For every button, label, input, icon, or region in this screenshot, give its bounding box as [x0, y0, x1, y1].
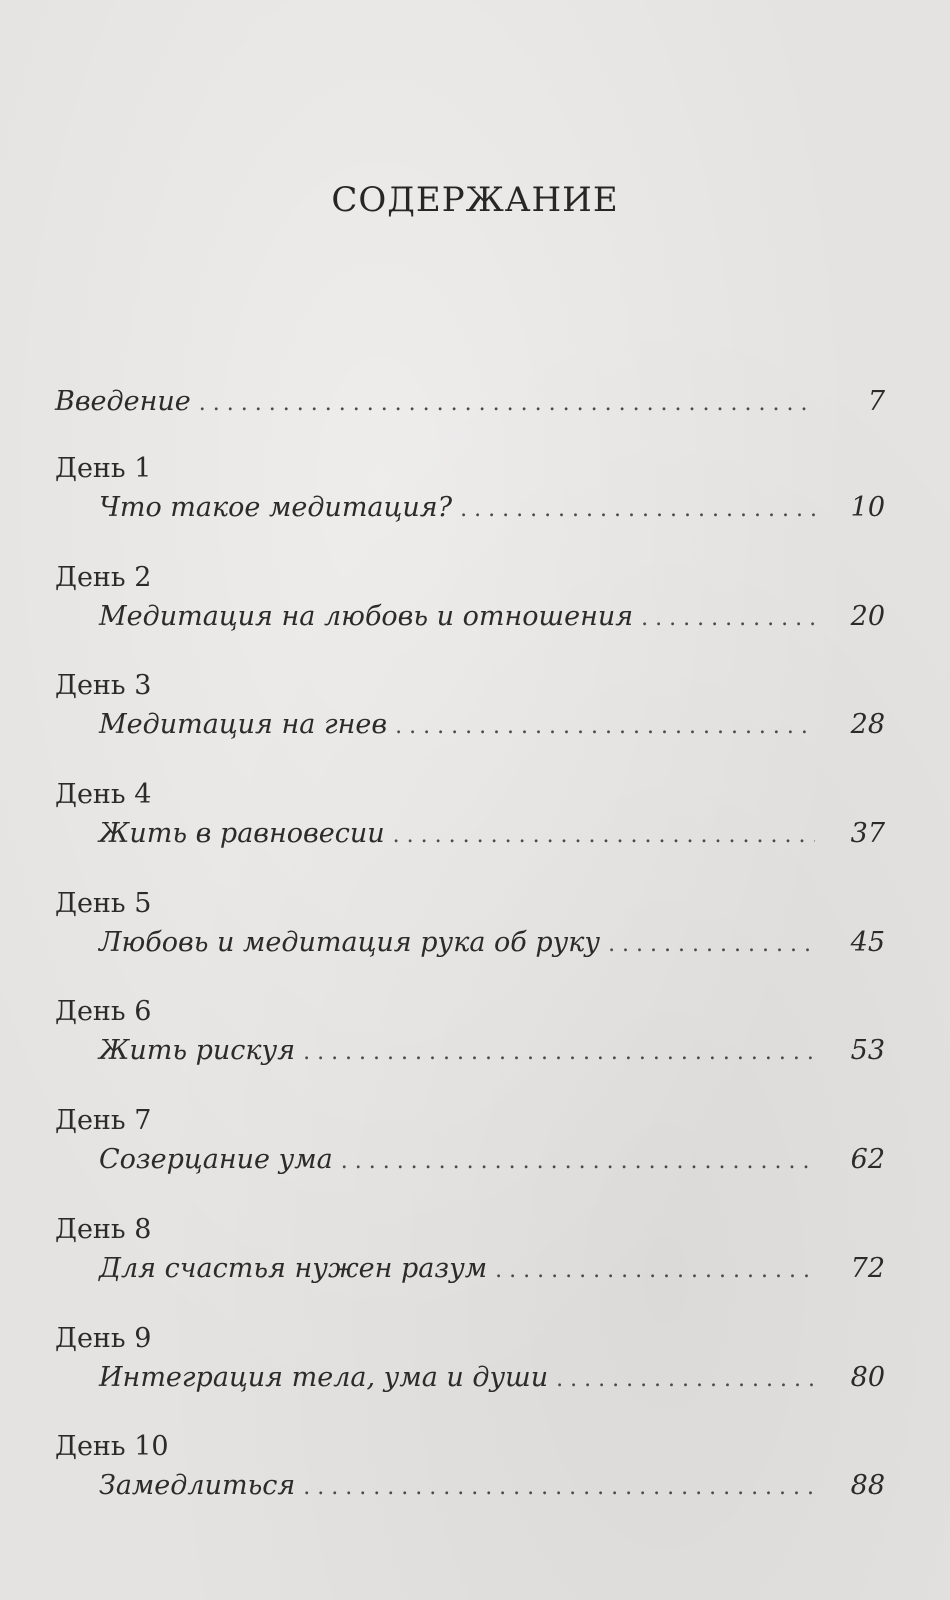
toc-entry-title: Медитация на гнев [99, 709, 388, 741]
dot-leader [608, 925, 815, 965]
dot-leader [341, 1142, 815, 1182]
toc-page-number: 80 [850, 1361, 885, 1393]
day-label: День 9 [55, 1322, 152, 1354]
toc-entry-title: Жить в равновесии [99, 818, 385, 850]
toc-day-3 [55, 667, 885, 776]
toc-day-4 [55, 776, 885, 885]
toc-page-number: 72 [850, 1252, 885, 1284]
toc-page-number: 88 [850, 1470, 885, 1502]
toc-entry-title: Что такое медитация? [99, 492, 453, 523]
toc-day-7 [55, 1102, 885, 1211]
dot-leader [556, 1360, 815, 1400]
toc-day-10 [55, 1428, 885, 1537]
toc-entry-title: Созерцание ума [99, 1144, 333, 1176]
toc-page-number: 37 [850, 818, 885, 850]
dot-leader [641, 599, 815, 639]
day-label: День 10 [55, 1431, 169, 1463]
day-label: День 6 [55, 996, 152, 1028]
toc-page-number: 10 [850, 492, 885, 523]
dot-leader [199, 384, 815, 424]
dot-leader [303, 1033, 815, 1073]
dot-leader [460, 490, 815, 530]
toc-day-2 [55, 559, 885, 668]
toc-page-number: 28 [850, 709, 885, 741]
toc-entry-title: Медитация на любовь и отношения [99, 600, 634, 632]
day-label: День 3 [55, 670, 152, 702]
toc-page-number: 53 [850, 1035, 885, 1067]
toc-entry-title: Для счастья нужен разум [99, 1252, 488, 1284]
page-title: СОДЕРЖАНИЕ [331, 180, 619, 220]
day-label: День 5 [55, 887, 152, 919]
day-label: День 7 [55, 1105, 152, 1137]
toc-page-number: 20 [850, 600, 885, 632]
toc-page-number: 62 [850, 1144, 885, 1176]
day-label: День 4 [55, 779, 152, 811]
toc-entry-title: Жить рискуя [99, 1035, 296, 1067]
dot-leader [303, 1468, 815, 1508]
toc-entry-title: Интеграция тела, ума и души [99, 1361, 549, 1393]
toc-day-8 [55, 1211, 885, 1320]
toc-page-number: 7 [867, 386, 885, 417]
dot-leader [395, 707, 815, 747]
toc-entry-title: Введение [55, 386, 191, 417]
toc-day-5 [55, 885, 885, 994]
toc-entry-title: Замедлиться [99, 1470, 296, 1502]
day-label: День 2 [55, 561, 152, 593]
toc-entry-intro [55, 382, 885, 422]
toc-day-1 [55, 450, 885, 559]
toc-day-6 [55, 993, 885, 1102]
dot-leader [393, 816, 815, 856]
day-label: День 1 [55, 453, 152, 484]
day-label: День 8 [55, 1213, 152, 1245]
toc-entry-title: Любовь и медитация рука об руку [99, 926, 601, 958]
toc-page-number: 45 [850, 926, 885, 958]
dot-leader [495, 1251, 815, 1291]
toc-day-list [55, 450, 885, 1537]
toc-day-9 [55, 1320, 885, 1429]
